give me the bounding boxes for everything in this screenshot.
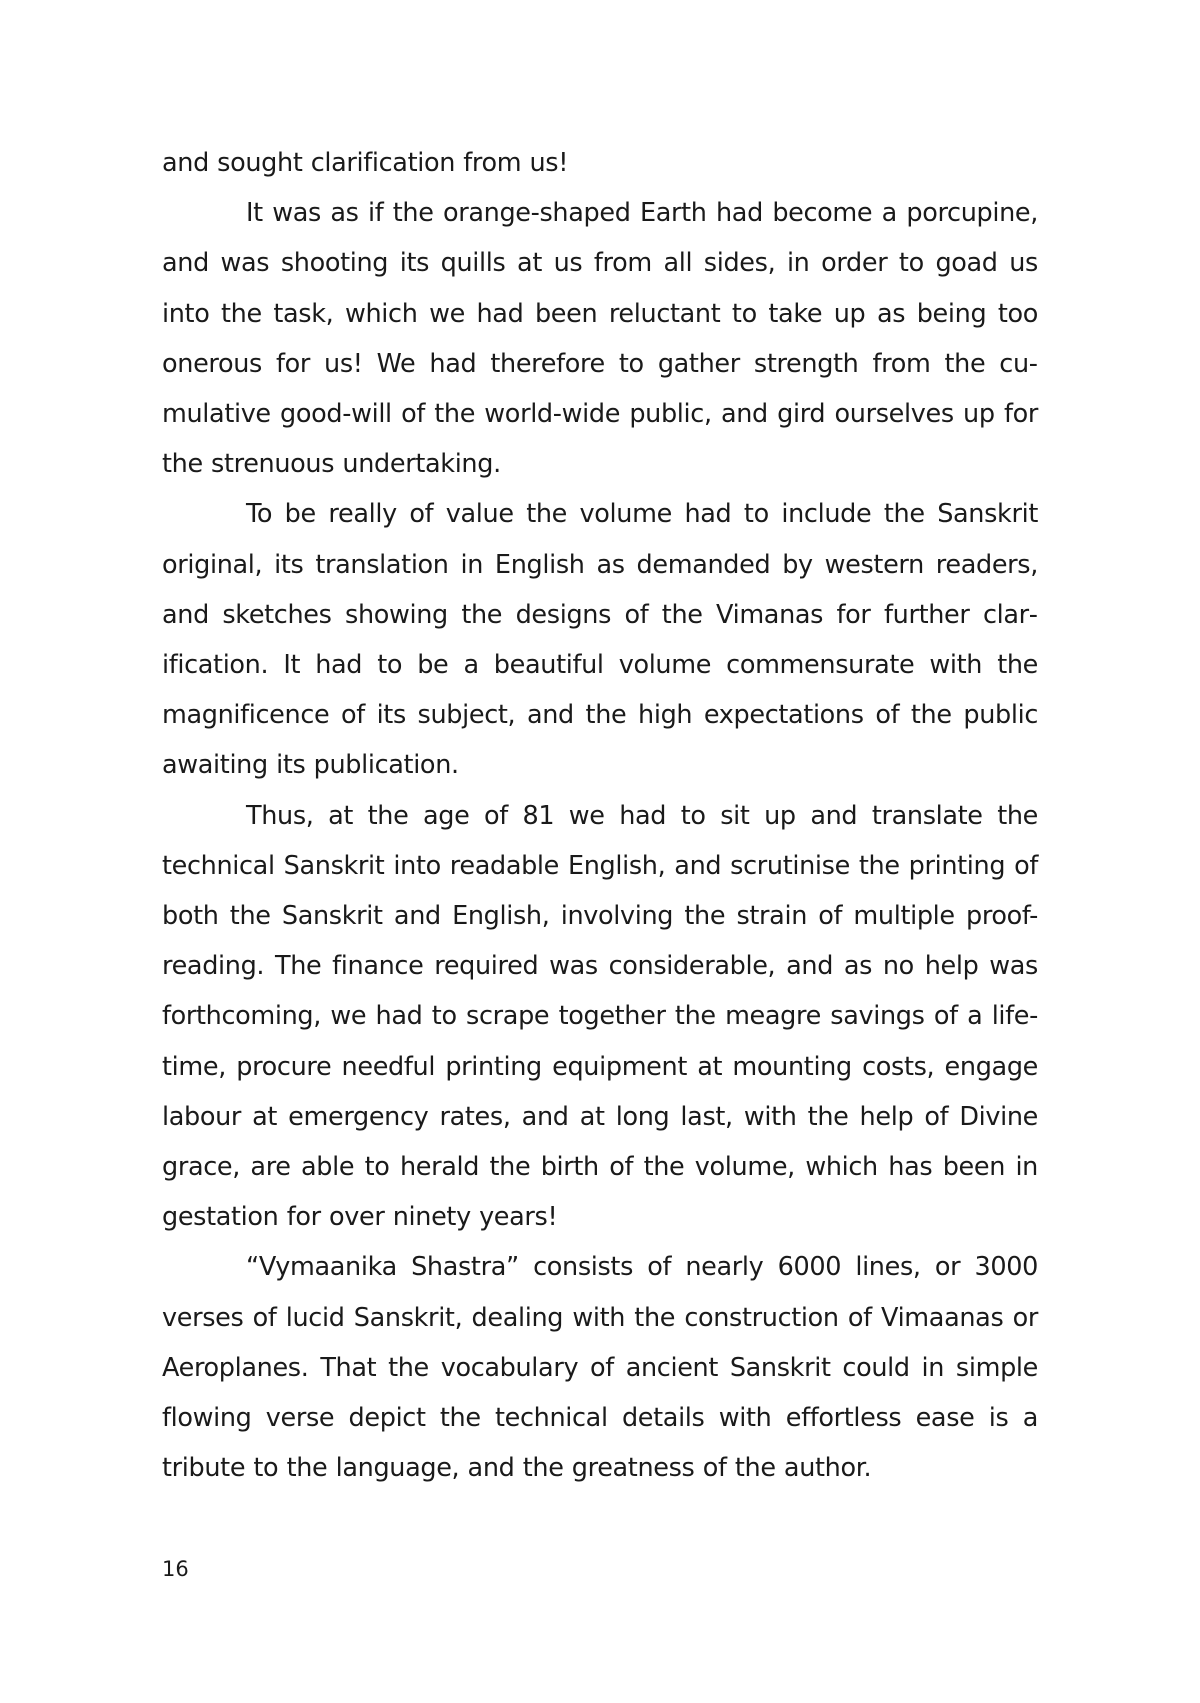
paragraph-3: To be really of value the volume had to include the Sanskrit original, its translation in English as demanded by western readers, and sketches showing the designs of the Vimanas for further clarification. It had to be a beautiful volume commensurate with the magnificence of its subject, and the high expectations of the public awaiting its publication. bbox=[162, 499, 1038, 781]
paragraph-2: It was as if the orange-shaped Earth had become a porcupine, and was shooting its quills at us from all sides, in order to goad us into the task, which we had been reluctant to take up as being too onerous for us! We had therefore to gather strength from the cumulative good-will of the world-wide public, and gird ourselves up for the strenuous undertaking. bbox=[162, 198, 1038, 480]
page-number: 16 bbox=[162, 1557, 189, 1581]
paragraph-5: “Vymaanika Shastra” consists of nearly 6000 lines, or 3000 verses of lucid Sanskrit, dealing with the construction of Vimaanas or Aeroplanes. That the vocabulary of ancient Sanskrit could in simple flowing verse depict the technical details with effortless ease is a tribute to the language, and the greatness of the author. bbox=[162, 1252, 1038, 1484]
paragraph-1: and sought clarification from us! bbox=[162, 148, 569, 178]
paragraph-4: Thus, at the age of 81 we had to sit up and translate the technical Sanskrit into readable English, and scrutinise the printing of both the Sanskrit and English, involving the strain of multiple proof-reading. The finance required was considerable, and as no help was forthcoming, we had to scrape together the meagre savings of a life-time, procure needful printing equipment at mounting costs, engage labour at emergency rates, and at long last, with the help of Divine grace, are able to herald the birth of the volume, which has been in gestation for over ninety years! bbox=[162, 800, 1038, 1233]
body-text bbox=[162, 138, 1038, 1493]
